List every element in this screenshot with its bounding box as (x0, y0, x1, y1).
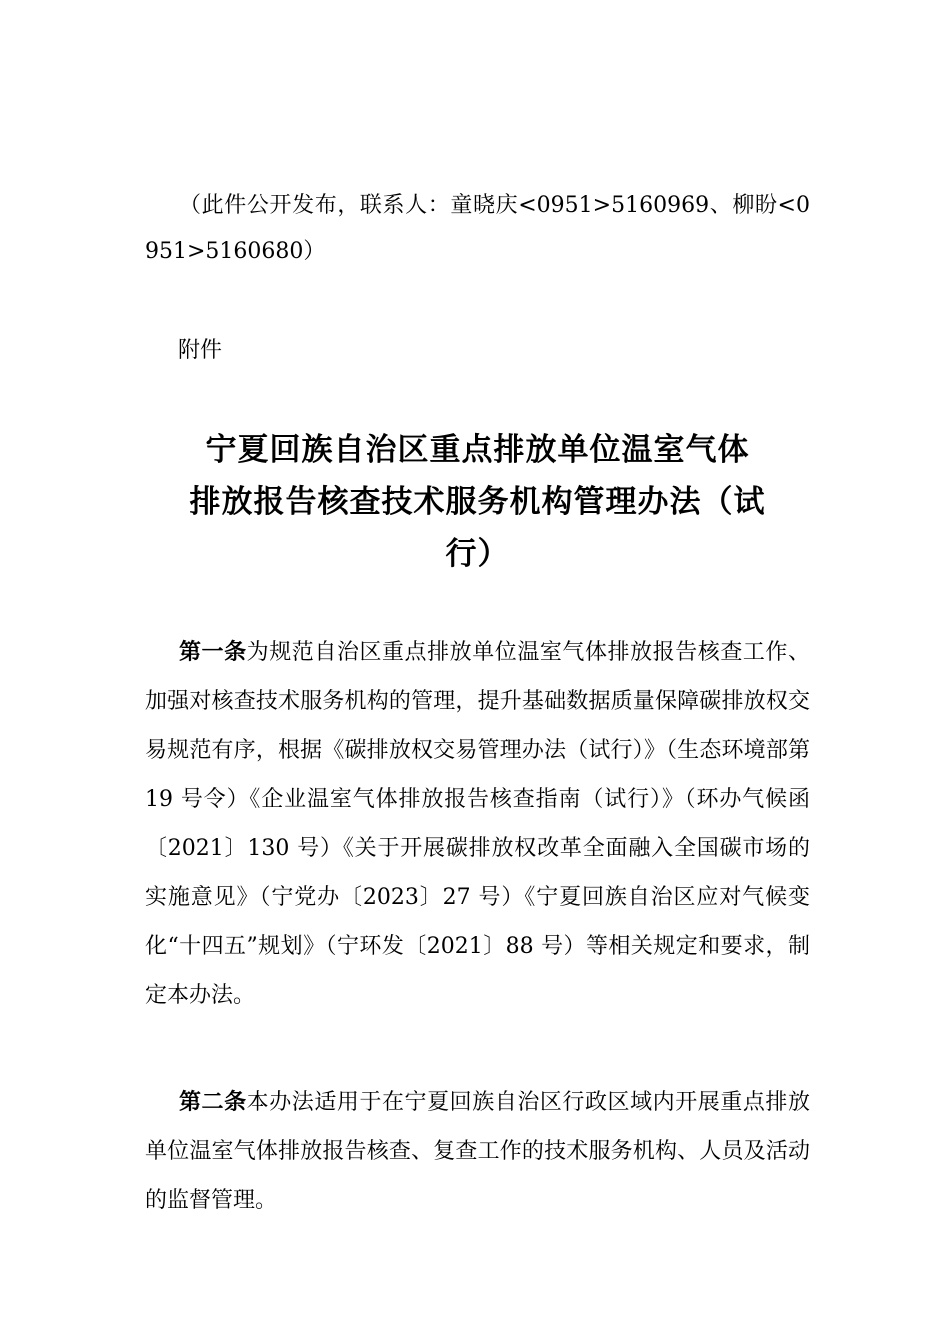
title-line-3: 行） (445, 536, 510, 572)
attachment-label: 附件 (178, 338, 223, 363)
title-line-2: 排放报告核查技术服务机构管理办法（试 (189, 484, 766, 520)
article-1-label: 第一条 (179, 640, 247, 665)
article-1-text: 为规范自治区重点排放单位温室气体排放报告核查工作、加强对核查技术服务机构的管理，提升基础数据质量保障碳排放权交易规范有序，根据《碳排放权交易管理办法（试行）》（生态环境部第 19 号令）《企业温室气体排放报告核查指南（试行）》（环办气候函〔2021〕130 号）《关于开展碳排放权改革全面融入全国碳市场的实施意见》（宁党办〔2023〕27 号）《宁夏回族自治区应对气候变化“十四五”规划》（宁环发〔2021〕88 号）等相关规定和要求，制定本办法。 (145, 640, 810, 1008)
article-2 (145, 1078, 810, 1225)
title-line-1: 宁夏回族自治区重点排放单位温室气体 (205, 432, 750, 468)
article-1 (145, 628, 810, 1020)
contact-note: （此件公开发布，联系人：童晓庆<0951>5160969、柳盼<0951>5160680） (145, 193, 810, 264)
article-2-text: 本办法适用于在宁夏回族自治区行政区域内开展重点排放单位温室气体排放报告核查、复查工作的技术服务机构、人员及活动的监督管理。 (145, 1090, 810, 1213)
document-title (145, 424, 810, 580)
article-2-label: 第二条 (179, 1090, 247, 1115)
